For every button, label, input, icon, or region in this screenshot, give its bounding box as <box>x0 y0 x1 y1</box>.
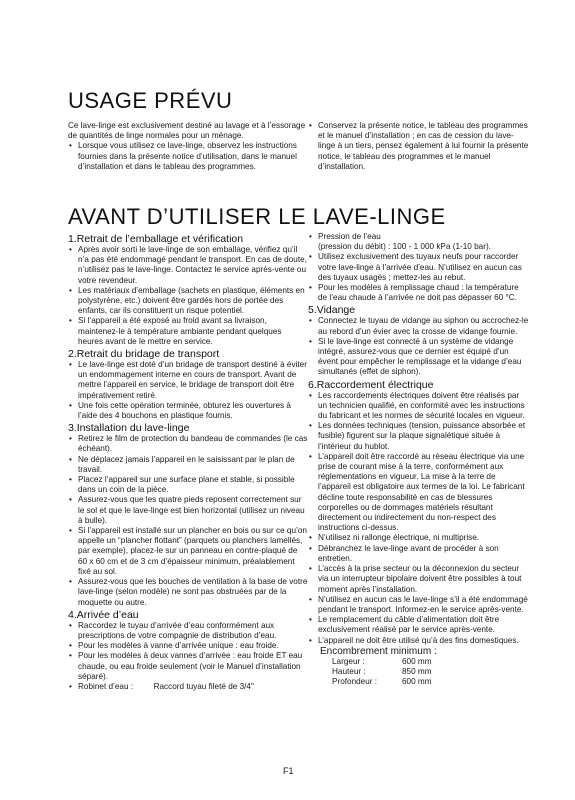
list-item: • Assurez-vous que les quatre pieds reposent correctement sur le sol et que le lave-linge est bien horizontal (utilisez un niveau à bulle). <box>68 495 308 526</box>
intro-left-list <box>68 141 308 172</box>
list-item: • Si l’appareil a été exposé au froid avant sa livraison, maintenez-le à température ambiante pendant quelques heures avant de le mettre en service. <box>68 316 308 347</box>
page-number: F1 <box>283 766 294 776</box>
section-1-title: 1.Retrait de l’emballage et vérification <box>68 233 244 245</box>
pression-item <box>308 232 530 252</box>
robinet-item <box>68 682 308 692</box>
list-item: • L’accès à la prise secteur ou la déconnexion du secteur via un interrupteur bipolaire doivent être possibles à tout moment après l’installation. <box>308 564 530 595</box>
list-item: • Les données techniques (tension, puissance absorbée et fusible) figurent sur la plaque signalétique située à l’intérieur du hublot. <box>308 421 530 452</box>
list-item: • Le lave-linge est doté d’un bridage de transport destiné à éviter un endommagement interne en cours de transport. Avant de mettre l’appareil en service, le bridage de transport doit être impérativement retiré. <box>68 360 308 401</box>
intro-right-list <box>308 121 530 172</box>
list-item: • L’appareil doit être raccordé au réseau électrique via une prise de courant mise à la terre, conformément aux réglementations en vigueur. La mise à la terre de l’appareil est obligatoire aux termes de la loi. Le fabricant décline toute responsabilité en cas de blessures corporelles ou de dommages matériels résultant directement ou indirectement du non-respect des instructions ci-dessus. <box>308 452 530 534</box>
intro-paragraph: Ce lave-linge est exclusivement destiné au lavage et à l’essorage de quantités de linge normales pour un ménage. <box>68 121 306 141</box>
list-item: • Après avoir sorti le lave-linge de son emballage, vérifiez qu’il n’a pas été endommagé pendant le transport. En cas de doute, n’utilisez pas le lave-linge. Contactez le service après-vente ou votre revendeur. <box>68 245 308 286</box>
robinet-label: Robinet d’eau : <box>78 681 134 691</box>
list-item: • Placez l’appareil sur une surface plane et stable, si possible dans un coin de la pièce. <box>68 475 308 495</box>
list-item: • Les raccordements électriques doivent être réalisés par un technicien qualifié, en conformité avec les instructions du fabricant et les normes de sécurité locales en vigueur. <box>308 391 530 422</box>
section-2-title: 2.Retrait du bridage de transport <box>68 348 220 361</box>
dimension-value: 600 mm <box>402 656 432 666</box>
section-5-list <box>308 316 530 377</box>
left-column <box>68 232 308 692</box>
list-item: • Si l’appareil est installé sur un plancher en bois ou sur ce qu’on appelle un “plancher flottant” (parquets ou planchers lamellés, par exemple), placez-le sur un panneau en contre-plaqué de 60 x 60 cm et de 3 cm d’épaisseur minimum, préalablement fixé au sol. <box>68 526 308 577</box>
list-item: • N’utilisez en aucun cas le lave-linge s’il a été endommagé pendant le transport. Informez-en le service après-vente. <box>308 595 530 615</box>
list-item: • N’utilisez ni rallonge électrique, ni multiprise. <box>308 533 530 543</box>
list-item: • Débranchez le lave-linge avant de procéder à son entretien. <box>308 544 530 564</box>
list-item: • Ne déplacez jamais l’appareil en le saisissant par le plan de travail. <box>68 455 308 475</box>
section-4-list <box>68 621 308 692</box>
dimension-label: Hauteur : <box>332 666 366 676</box>
section-5-title: 5.Vidange <box>308 304 356 317</box>
list-item: • Les matériaux d’emballage (sachets en plastique, éléments en polystyrène, etc.) doivent être gardés hors de portée des enfants, car ils constituent un risque potentiel. <box>68 286 308 317</box>
list-item: • Conservez la présente notice, le tableau des programmes et le manuel d’installation ; en cas de cession du lave-linge à un tiers, pensez également à lui fournir la présente notice, le tableau des programmes et le manuel d’installation. <box>308 121 530 172</box>
pression-label: Pression de l’eau <box>318 232 381 241</box>
dimension-row <box>332 667 530 677</box>
section-3-title: 3.Installation du lave-linge <box>68 422 190 435</box>
pression-value: (pression du débit) : 100 - 1 000 kPa (1-10 bar). <box>318 242 491 252</box>
section-6-title: 6.Raccordement électrique <box>308 378 434 391</box>
dimension-value: 850 mm <box>402 666 432 676</box>
list-item: • Pour les modèles à deux vannes d’arrivée : eau froide ET eau chaude, ou eau froide seulement (voir le Manuel d’installation séparé). <box>68 651 308 682</box>
robinet-value: Raccord tuyau fileté de 3/4" <box>153 681 254 691</box>
section-3-list <box>68 434 308 607</box>
intro-left-column <box>68 121 308 172</box>
dimension-label: Profondeur : <box>332 677 378 687</box>
list-item: • Si le lave-linge est connecté à un système de vidange intégré, assurez-vous que ce dernier est équipé d’un évent pour empêcher le remplissage et la vidange d’eau simultanés (effet de siphon). <box>308 337 530 378</box>
section-2-list <box>68 360 308 421</box>
title-avant-utiliser: AVANT D’UTILISER LE LAVE-LINGE <box>68 204 446 229</box>
list-item: • Utilisez exclusivement des tuyaux neufs pour raccorder votre lave-linge à l’arrivée d’eau. N’utilisez en aucun cas des tuyaux usagés ; mettez-les au rebut. <box>308 252 530 283</box>
list-item: • Raccordez le tuyau d’arrivée d’eau conformément aux prescriptions de votre compagnie de distribution d’eau. <box>68 621 308 641</box>
list-item: • Retirez le film de protection du bandeau de commandes (le cas échéant). <box>68 434 308 454</box>
dimension-label: Largeur : <box>332 656 365 666</box>
intro-right-column <box>308 121 530 172</box>
list-item: • Une fois cette opération terminée, obturez les ouvertures à l’aide des 4 bouchons en plastique fournis. <box>68 401 308 421</box>
section-6-list <box>308 391 530 646</box>
list-item: • Pour les modèles à remplissage chaud : la température de l’eau chaude à l’arrivée ne doit pas dépasser 60 °C. <box>308 283 530 303</box>
section-1-list <box>68 245 308 347</box>
list-item: • Pour les modèles à vanne d’arrivée unique : eau froide. <box>68 641 308 651</box>
dimension-row <box>332 677 530 687</box>
list-item: • Lorsque vous utilisez ce lave-linge, observez les instructions fournies dans la présente notice d’utilisation, dans le manuel d’installation et dans le tableau des programmes. <box>68 141 308 172</box>
list-item: • Le remplacement du câble d’alimentation doit être exclusivement réalisé par le service après-vente. <box>308 615 530 635</box>
title-usage-prevu: USAGE PRÉVU <box>68 88 233 113</box>
list-item: • Assurez-vous que les bouches de ventilation à la base de votre lave-linge (selon modèle) ne sont pas obstruées par de la moquette ou autre. <box>68 577 308 608</box>
right-column <box>308 232 530 687</box>
encombrement-title: Encombrement minimum : <box>320 645 437 657</box>
section-4-title: 4.Arrivée d’eau <box>68 608 139 621</box>
section-4-continued-list <box>308 232 530 303</box>
list-item: • L’appareil ne doit être utilisé qu’à des fins domestiques. <box>308 636 530 646</box>
dimension-value: 600 mm <box>402 677 432 687</box>
list-item: • Connectez le tuyau de vidange au siphon ou accrochez-le au rebord d’un évier avec la crosse de vidange fournie. <box>308 316 530 336</box>
dimension-row <box>332 657 530 667</box>
encombrement-block <box>320 646 530 688</box>
